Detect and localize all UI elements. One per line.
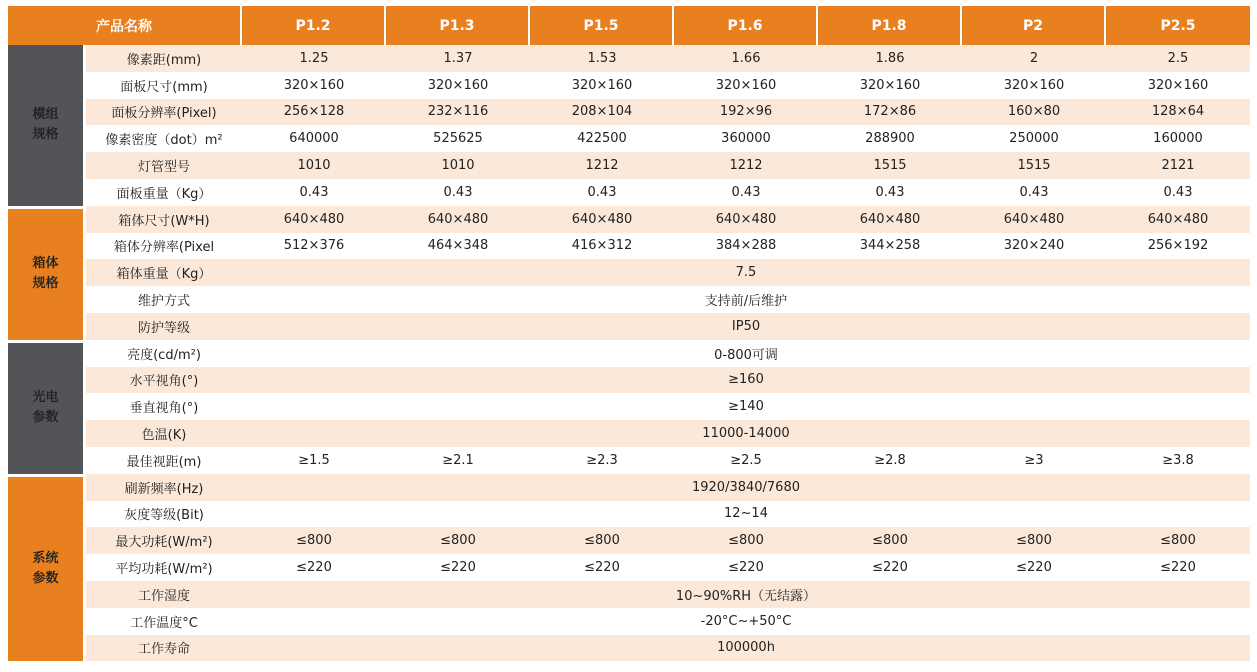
value-cell: 1.53 bbox=[530, 45, 674, 72]
attr-label: 平均功耗(W/m²) bbox=[86, 554, 242, 581]
spec-row-brightness bbox=[8, 340, 1250, 367]
value-cell: 384×288 bbox=[674, 233, 818, 260]
value-cell-merged: 0-800可调 bbox=[242, 340, 1250, 367]
spec-row-led-type bbox=[8, 152, 1250, 179]
value-cell-merged: 支持前/后维护 bbox=[242, 286, 1250, 313]
value-cell: ≤220 bbox=[530, 554, 674, 581]
spec-table bbox=[8, 6, 1250, 661]
value-cell: 640×480 bbox=[674, 206, 818, 233]
spec-row-panel-resolution bbox=[8, 99, 1250, 126]
value-cell: 2 bbox=[962, 45, 1106, 72]
value-cell: 640×480 bbox=[530, 206, 674, 233]
value-cell: 640×480 bbox=[818, 206, 962, 233]
spec-row-pixel-density bbox=[8, 125, 1250, 152]
value-cell: 0.43 bbox=[530, 179, 674, 206]
value-cell: 320×160 bbox=[386, 72, 530, 99]
spec-row-panel-size bbox=[8, 72, 1250, 99]
value-cell: 1.25 bbox=[242, 45, 386, 72]
value-cell: 208×104 bbox=[530, 99, 674, 126]
value-cell: 512×376 bbox=[242, 233, 386, 260]
model-header: P1.6 bbox=[674, 6, 818, 45]
spec-row-protection bbox=[8, 313, 1250, 340]
value-cell: 320×160 bbox=[818, 72, 962, 99]
value-cell-merged: 7.5 bbox=[242, 259, 1250, 286]
value-cell: 0.43 bbox=[818, 179, 962, 206]
value-cell: ≤220 bbox=[242, 554, 386, 581]
value-cell: 640000 bbox=[242, 125, 386, 152]
value-cell: 172×86 bbox=[818, 99, 962, 126]
value-cell: ≤220 bbox=[674, 554, 818, 581]
value-cell: 288900 bbox=[818, 125, 962, 152]
group-cabinet-spec: 箱体 规格 bbox=[8, 206, 86, 340]
value-cell: 422500 bbox=[530, 125, 674, 152]
value-cell: ≥3 bbox=[962, 447, 1106, 474]
value-cell-merged: IP50 bbox=[242, 313, 1250, 340]
value-cell: 1010 bbox=[242, 152, 386, 179]
value-cell: 1.86 bbox=[818, 45, 962, 72]
value-cell: ≤800 bbox=[242, 527, 386, 554]
attr-label: 面板重量（Kg） bbox=[86, 179, 242, 206]
value-cell: ≤800 bbox=[386, 527, 530, 554]
attr-label: 灯管型号 bbox=[86, 152, 242, 179]
value-cell: ≥2.8 bbox=[818, 447, 962, 474]
value-cell: ≤800 bbox=[530, 527, 674, 554]
attr-label: 箱体分辨率(Pixel bbox=[86, 233, 242, 260]
attr-label: 箱体重量（Kg） bbox=[86, 259, 242, 286]
model-header: P2 bbox=[962, 6, 1106, 45]
attr-label: 工作温度°C bbox=[86, 608, 242, 635]
spec-row-refresh-rate bbox=[8, 474, 1250, 501]
spec-row-cabinet-size bbox=[8, 206, 1250, 233]
spec-row-pixel-pitch bbox=[8, 45, 1250, 72]
value-cell: 640×480 bbox=[962, 206, 1106, 233]
value-cell: 640×480 bbox=[1106, 206, 1250, 233]
spec-row-cabinet-resolution bbox=[8, 233, 1250, 260]
attr-label: 最大功耗(W/m²) bbox=[86, 527, 242, 554]
value-cell: 160×80 bbox=[962, 99, 1106, 126]
model-header: P1.8 bbox=[818, 6, 962, 45]
value-cell: 0.43 bbox=[386, 179, 530, 206]
value-cell: 2.5 bbox=[1106, 45, 1250, 72]
attr-label: 防护等级 bbox=[86, 313, 242, 340]
attr-label: 亮度(cd/m²) bbox=[86, 340, 242, 367]
value-cell: 320×160 bbox=[962, 72, 1106, 99]
value-cell-merged: -20°C~+50°C bbox=[242, 608, 1250, 635]
value-cell: 232×116 bbox=[386, 99, 530, 126]
value-cell-merged: 1920/3840/7680 bbox=[242, 474, 1250, 501]
model-header: P1.2 bbox=[242, 6, 386, 45]
value-cell: ≤800 bbox=[818, 527, 962, 554]
value-cell-merged: ≥160 bbox=[242, 367, 1250, 394]
spec-row-lifetime bbox=[8, 635, 1250, 662]
value-cell: 640×480 bbox=[242, 206, 386, 233]
spec-row-humidity bbox=[8, 581, 1250, 608]
value-cell: ≥2.5 bbox=[674, 447, 818, 474]
attr-label: 像素距(mm) bbox=[86, 45, 242, 72]
model-header: P2.5 bbox=[1106, 6, 1250, 45]
value-cell: 1515 bbox=[962, 152, 1106, 179]
attr-label: 刷新频率(Hz) bbox=[86, 474, 242, 501]
value-cell: 0.43 bbox=[674, 179, 818, 206]
value-cell: 1.66 bbox=[674, 45, 818, 72]
attr-label: 灰度等级(Bit) bbox=[86, 501, 242, 528]
value-cell: 344×258 bbox=[818, 233, 962, 260]
value-cell: 416×312 bbox=[530, 233, 674, 260]
value-cell: ≥3.8 bbox=[1106, 447, 1250, 474]
value-cell: 1515 bbox=[818, 152, 962, 179]
value-cell: 1212 bbox=[674, 152, 818, 179]
value-cell: 2121 bbox=[1106, 152, 1250, 179]
attr-label: 面板尺寸(mm) bbox=[86, 72, 242, 99]
value-cell: 192×96 bbox=[674, 99, 818, 126]
value-cell: 256×192 bbox=[1106, 233, 1250, 260]
value-cell: ≤800 bbox=[962, 527, 1106, 554]
value-cell: 160000 bbox=[1106, 125, 1250, 152]
attr-label: 面板分辨率(Pixel) bbox=[86, 99, 242, 126]
attr-label: 垂直视角(°) bbox=[86, 393, 242, 420]
value-cell: ≤800 bbox=[674, 527, 818, 554]
attr-label: 箱体尺寸(W*H) bbox=[86, 206, 242, 233]
spec-row-h-view-angle bbox=[8, 367, 1250, 394]
spec-row-cabinet-weight bbox=[8, 259, 1250, 286]
value-cell: 256×128 bbox=[242, 99, 386, 126]
spec-row-best-view-distance bbox=[8, 447, 1250, 474]
value-cell: 525625 bbox=[386, 125, 530, 152]
value-cell: ≥1.5 bbox=[242, 447, 386, 474]
value-cell: 1.37 bbox=[386, 45, 530, 72]
attr-label: 工作寿命 bbox=[86, 635, 242, 662]
value-cell: 320×160 bbox=[242, 72, 386, 99]
value-cell: ≤220 bbox=[1106, 554, 1250, 581]
value-cell-merged: 10~90%RH（无结露） bbox=[242, 581, 1250, 608]
spec-row-maintenance bbox=[8, 286, 1250, 313]
group-optical-params: 光电 参数 bbox=[8, 340, 86, 474]
spec-row-v-view-angle bbox=[8, 393, 1250, 420]
value-cell: ≥2.3 bbox=[530, 447, 674, 474]
spec-row-temperature bbox=[8, 608, 1250, 635]
attr-label: 水平视角(°) bbox=[86, 367, 242, 394]
spec-row-avg-power bbox=[8, 554, 1250, 581]
value-cell: 250000 bbox=[962, 125, 1106, 152]
attr-label: 色温(K) bbox=[86, 420, 242, 447]
value-cell: 128×64 bbox=[1106, 99, 1250, 126]
value-cell: 1212 bbox=[530, 152, 674, 179]
value-cell-merged: 12~14 bbox=[242, 501, 1250, 528]
value-cell: ≥2.1 bbox=[386, 447, 530, 474]
header-row bbox=[8, 6, 1250, 45]
value-cell: 360000 bbox=[674, 125, 818, 152]
spec-row-color-temp bbox=[8, 420, 1250, 447]
value-cell: 320×160 bbox=[530, 72, 674, 99]
attr-label: 最佳视距(m) bbox=[86, 447, 242, 474]
attr-label: 工作湿度 bbox=[86, 581, 242, 608]
value-cell: 464×348 bbox=[386, 233, 530, 260]
model-header: P1.5 bbox=[530, 6, 674, 45]
value-cell: 320×160 bbox=[674, 72, 818, 99]
value-cell: ≤220 bbox=[962, 554, 1106, 581]
spec-row-max-power bbox=[8, 527, 1250, 554]
value-cell: 320×240 bbox=[962, 233, 1106, 260]
attr-label: 像素密度（dot）m² bbox=[86, 125, 242, 152]
value-cell: 1010 bbox=[386, 152, 530, 179]
value-cell-merged: 100000h bbox=[242, 635, 1250, 662]
value-cell: 0.43 bbox=[242, 179, 386, 206]
spec-row-gray-level bbox=[8, 501, 1250, 528]
product-name-header: 产品名称 bbox=[8, 6, 242, 45]
value-cell: 0.43 bbox=[962, 179, 1106, 206]
value-cell-merged: 11000-14000 bbox=[242, 420, 1250, 447]
value-cell: 0.43 bbox=[1106, 179, 1250, 206]
model-header: P1.3 bbox=[386, 6, 530, 45]
group-module-spec: 模组 规格 bbox=[8, 45, 86, 206]
value-cell: ≤220 bbox=[818, 554, 962, 581]
value-cell: ≤800 bbox=[1106, 527, 1250, 554]
attr-label: 维护方式 bbox=[86, 286, 242, 313]
spec-row-panel-weight bbox=[8, 179, 1250, 206]
value-cell-merged: ≥140 bbox=[242, 393, 1250, 420]
value-cell: 320×160 bbox=[1106, 72, 1250, 99]
value-cell: 640×480 bbox=[386, 206, 530, 233]
group-system-params: 系统 参数 bbox=[8, 474, 86, 662]
value-cell: ≤220 bbox=[386, 554, 530, 581]
